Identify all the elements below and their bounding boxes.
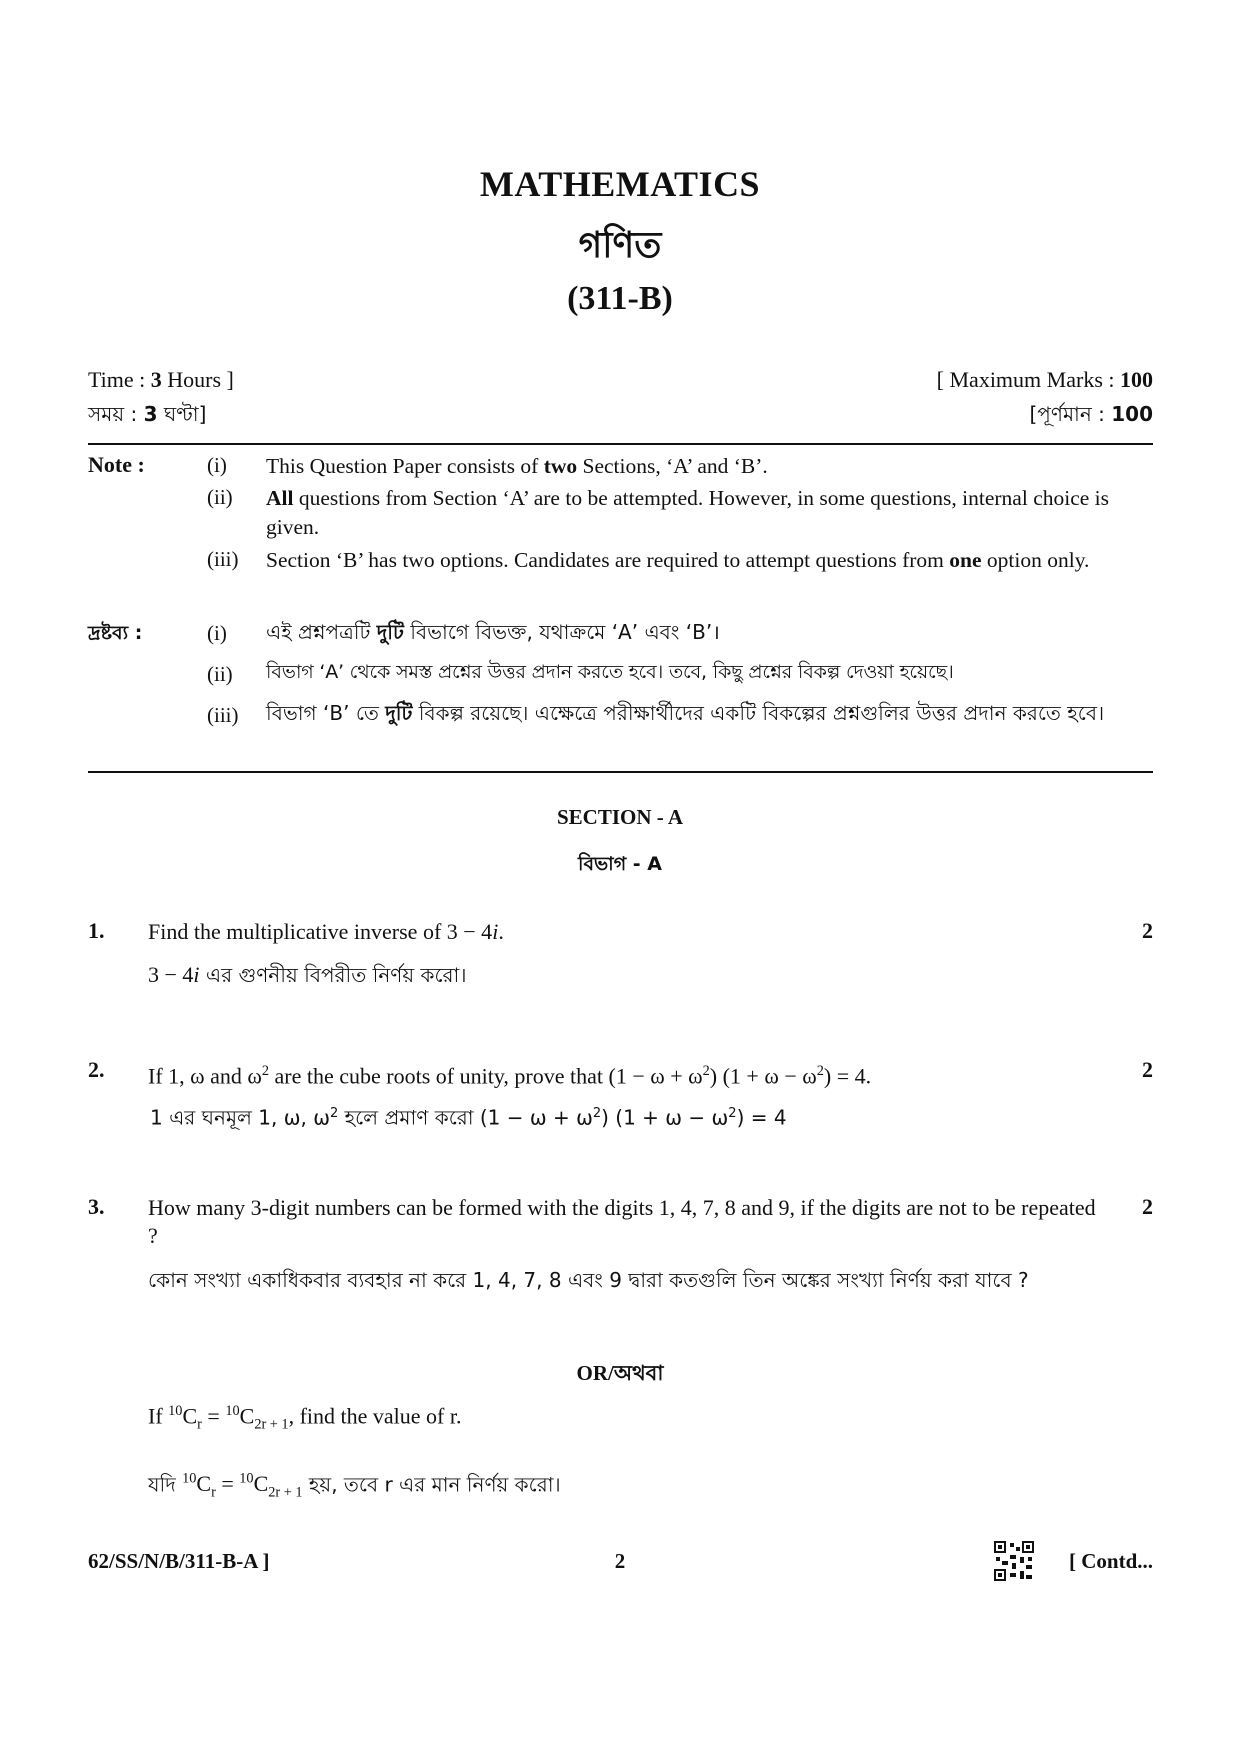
footer-paper-code: 62/SS/N/B/311-B-A ]	[88, 1549, 270, 1573]
section-title-bn: বিভাগ - A	[578, 853, 662, 875]
note-en-2-num: (ii)	[207, 485, 233, 509]
question-2-bn: 1 এর ঘনমূল 1, ω, $\omega^2$ হলে প্রমাণ করো $(1 - \omega + \omega^2)$ $(1 + \omega - \omega^2) = 4$	[150, 1105, 787, 1130]
note-label-en: Note :	[88, 452, 145, 477]
note-bn-3: বিভাগ ‘B’ তে দুটি বিকল্প রয়েছে। এক্ষেত্রে পরীক্ষার্থীদের একটি বিকল্পের প্রশ্নগুলির উত্তর প্রদান করতে হবে।	[266, 701, 1105, 725]
note-bn-1-num: (i)	[207, 621, 227, 645]
note-en-3: Section ‘B’ has two options. Candidates are required to attempt questions from one option only.	[266, 548, 1090, 572]
question-3-marks: 2	[1142, 1194, 1153, 1219]
max-marks-bn: [পূর্ণমান : 100	[1029, 402, 1153, 426]
divider-bottom	[88, 771, 1153, 773]
note-bn-1: এই প্রশ্নপত্রটি দুটি বিভাগে বিভক্ত, যথাক্রমে ‘A’ এবং ‘B’।	[266, 620, 720, 644]
footer-page-number: 2	[614, 1549, 626, 1573]
subject-title-bn: গণিত	[578, 224, 662, 266]
question-3-alt-en: If $^{10}C_r = ^{10}C_{2r + 1}$, find the value of r.	[148, 1403, 462, 1433]
note-en-1-num: (i)	[207, 453, 227, 477]
time-en: Time : 3 Hours ]	[88, 367, 234, 392]
qr-code-icon	[994, 1541, 1034, 1581]
question-3-alt-bn: যদি $^{10}C_r = ^{10}C_{2r + 1}$ হয়, তবে r এর মান নির্ণয় করো।	[148, 1471, 561, 1501]
or-divider-label: OR/অথবা	[576, 1361, 664, 1385]
question-2-en: If 1, ω and $\omega^2$ are the cube roots of unity, prove that $(1 - \omega + \omega^2)$ $(1 + \omega - \omega^2) = 4$.	[148, 1063, 872, 1089]
note-bn-2-num: (ii)	[207, 662, 233, 686]
subject-title-en: MATHEMATICS	[479, 164, 761, 204]
question-2-marks: 2	[1142, 1057, 1153, 1082]
question-3-bn: কোন সংখ্যা একাধিকবার ব্যবহার না করে 1, 4, 7, 8 এবং 9 দ্বারা কতগুলি তিন অঙ্কের সংখ্যা নির্ণয় করা যাবে ?	[148, 1268, 1029, 1292]
subject-code: (311-B)	[567, 280, 673, 317]
question-3-en: How many 3-digit numbers can be formed with the digits 1, 4, 7, 8 and 9, if the digits are not to be repeated ?	[148, 1195, 1096, 1248]
section-title-en: SECTION - A	[556, 805, 684, 829]
note-en-1: This Question Paper consists of two Sections, ‘A’ and ‘B’.	[266, 454, 768, 478]
divider-top	[88, 443, 1153, 445]
question-1-bn: 3 − 4i এর গুণনীয় বিপরীত নির্ণয় করো।	[148, 962, 467, 987]
note-en-3-num: (iii)	[207, 547, 239, 571]
question-1-number: 1.	[88, 918, 105, 943]
time-bn: সময় : 3 ঘণ্টা]	[88, 402, 207, 426]
question-2-number: 2.	[88, 1057, 105, 1082]
footer-continued: [ Contd...	[1068, 1549, 1153, 1573]
question-1-marks: 2	[1142, 918, 1153, 943]
note-en-2: All questions from Section ‘A’ are to be attempted. However, in some questions, internal choice is given.	[266, 486, 1110, 539]
question-3-number: 3.	[88, 1194, 105, 1219]
question-1-en: Find the multiplicative inverse of 3 − 4i.	[148, 919, 504, 944]
note-bn-3-num: (iii)	[207, 703, 239, 727]
note-label-bn: দ্রষ্টব্য :	[88, 622, 143, 644]
note-bn-2: বিভাগ ‘A’ থেকে সমস্ত প্রশ্নের উত্তর প্রদান করতে হবে। তবে, কিছু প্রশ্নের বিকল্প দেওয়া হয়েছে।	[266, 661, 954, 683]
max-marks-en: [ Maximum Marks : 100	[936, 367, 1153, 392]
